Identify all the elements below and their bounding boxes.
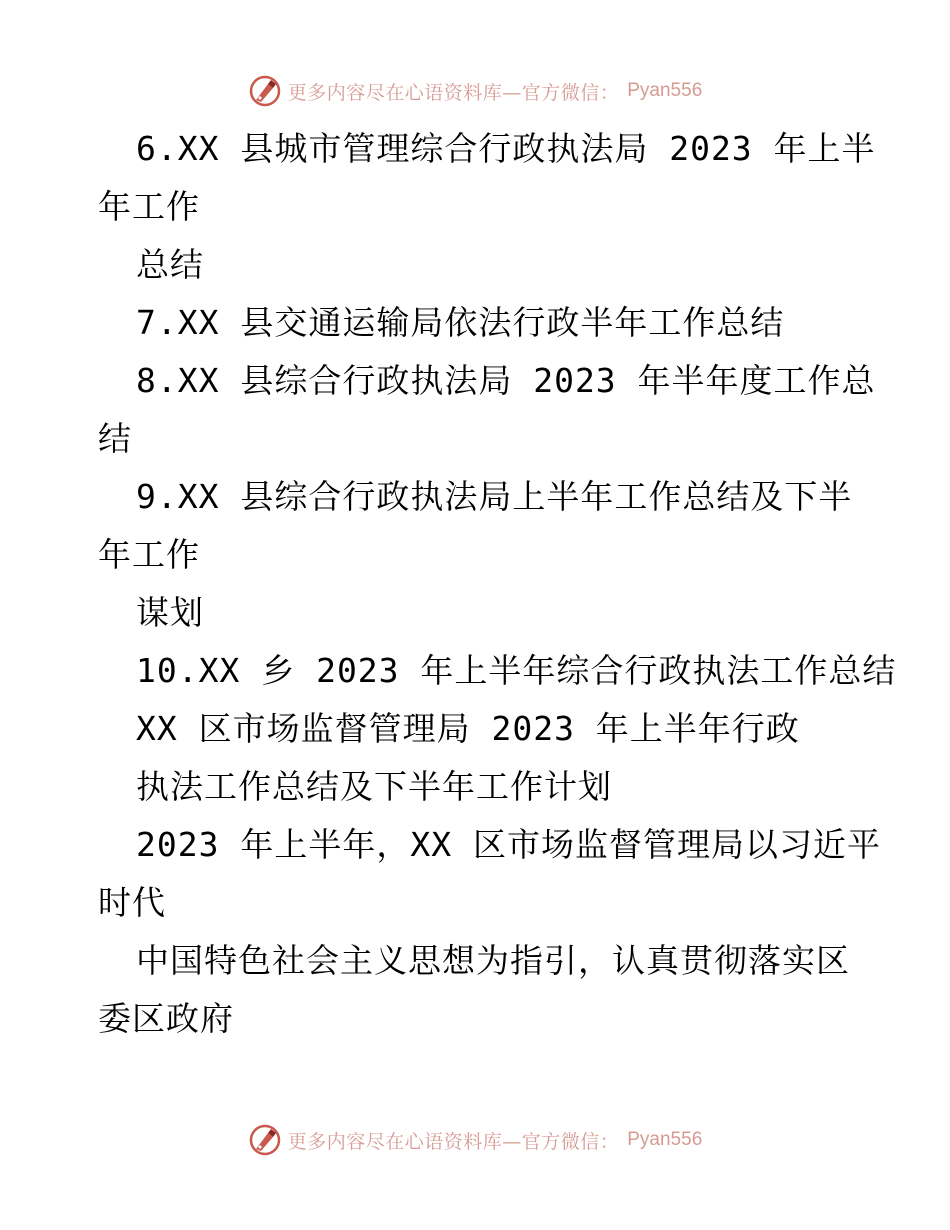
text-line: 8.XX 县综合行政执法局 2023 年半年度工作总: [136, 361, 876, 400]
text-line: XX 区市场监督管理局 2023 年上半年行政: [136, 709, 800, 748]
text-line: 2023 年上半年，XX 区市场监督管理局以习近平: [136, 825, 881, 864]
text-line: 委区政府: [98, 999, 234, 1038]
text-line: 10.XX 乡 2023 年上半年综合行政执法工作总结: [136, 651, 897, 690]
text-line: 年工作: [98, 187, 200, 226]
text-line: 中国特色社会主义思想为指引，认真贯彻落实区: [136, 941, 850, 980]
text-line: 7.XX 县交通运输局依法行政半年工作总结: [136, 303, 785, 342]
watermark-wechat-id: Pyan556: [627, 1129, 703, 1150]
text-line: 时代: [98, 883, 166, 922]
text-line: 年工作: [98, 535, 200, 574]
watermark-wechat-id: Pyan556: [627, 80, 703, 101]
text-line: 总结: [136, 245, 204, 284]
pen-logo-icon: [248, 74, 282, 108]
pen-logo-icon: [248, 1123, 282, 1157]
text-line: 谋划: [136, 593, 204, 632]
watermark-text: 更多内容尽在心语资料库—官方微信：: [287, 1130, 620, 1153]
watermark-footer: [0, 1120, 950, 1160]
text-line: 9.XX 县综合行政执法局上半年工作总结及下半: [136, 477, 853, 516]
text-line: 结: [98, 419, 132, 458]
watermark-header: [0, 71, 950, 111]
text-line: 执法工作总结及下半年工作计划: [136, 767, 612, 806]
text-line: 6.XX 县城市管理综合行政执法局 2023 年上半: [136, 129, 876, 168]
watermark-text: 更多内容尽在心语资料库—官方微信：: [287, 81, 620, 104]
